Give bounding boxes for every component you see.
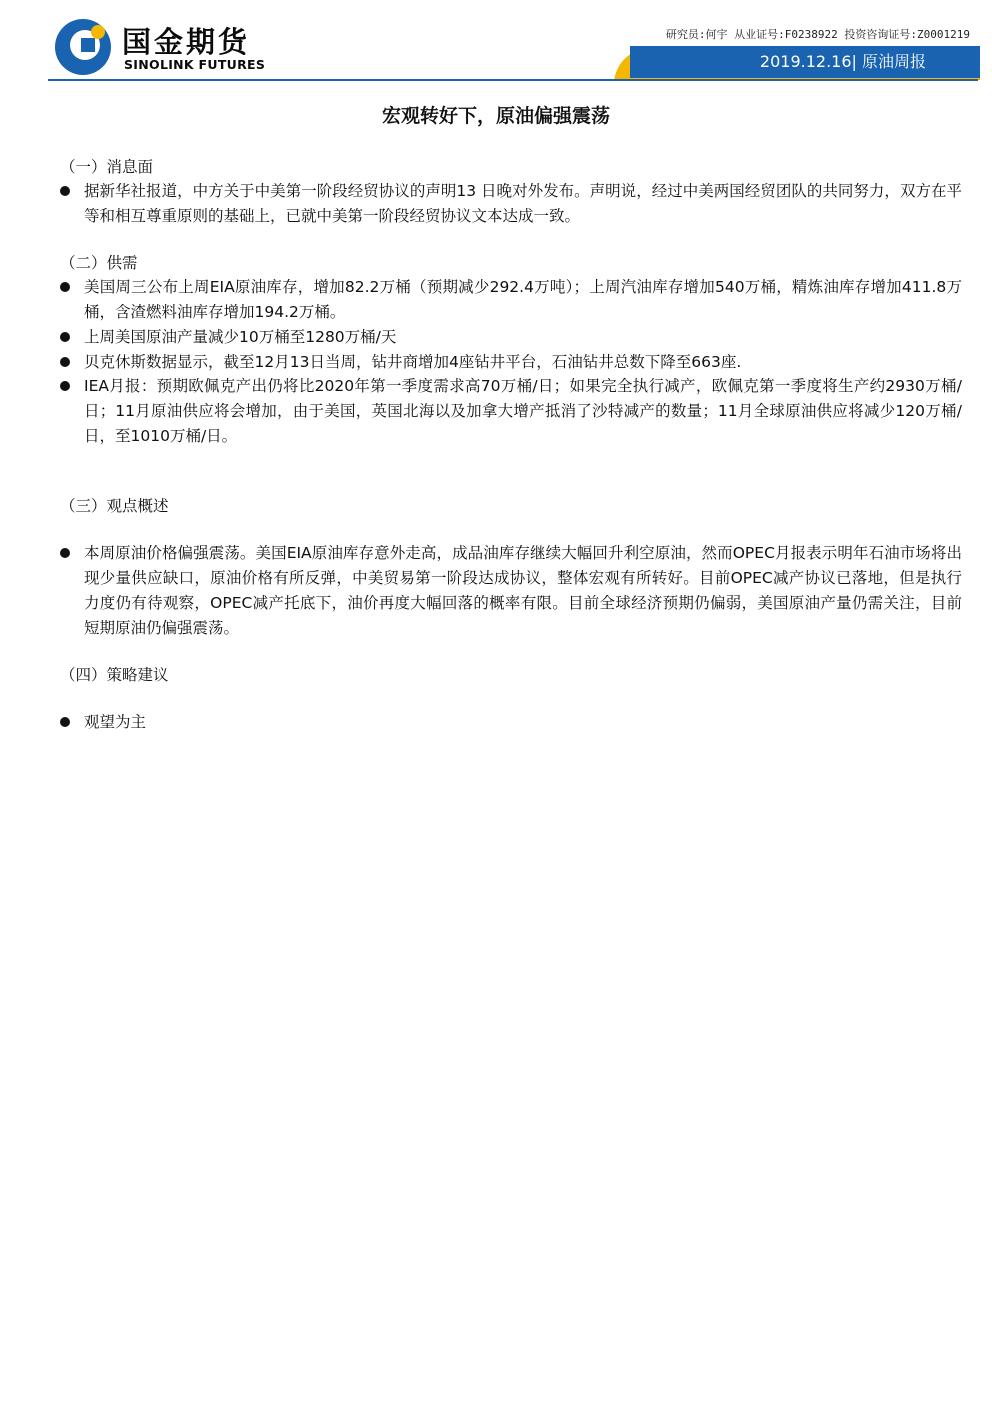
- bullet-icon: [60, 332, 70, 342]
- brand-name-en: SINOLINK FUTURES: [124, 57, 266, 72]
- section-heading-strategy: （四）策略建议: [60, 666, 169, 684]
- list-item-text: 据新华社报道，中方关于中美第一阶段经贸协议的声明13 日晚对外发布。声明说，经过中美两国经贸团队的共同努力，双方在平等和相互尊重原则的基础上，已就中美第一阶段经贸协议文本达成一致。: [84, 182, 962, 225]
- section-heading-news: （一）消息面: [60, 158, 154, 176]
- section-heading-supply-demand: （二）供需: [60, 254, 138, 272]
- bullet-icon: [60, 282, 70, 292]
- list-item-text: 本周原油价格偏强震荡。美国EIA原油库存意外走高，成品油库存继续大幅回升利空原油，然而OPEC月报表示明年石油市场将出现少量供应缺口，原油价格有所反弹，中美贸易第一阶段达成协议，整体宏观有所转好。目前OPEC减产协议已落地，但是执行力度仍有待观察，OPEC减产托底下，油价再度大幅回落的概率有限。目前全球经济预期仍偏弱，美国原油产量仍需关注，目前短期原油仍偏强震荡。: [84, 544, 962, 637]
- header-divider: [48, 79, 978, 81]
- bullet-icon: [60, 186, 70, 196]
- report-date-bar: [630, 46, 980, 78]
- list-item-text: 美国周三公布上周EIA原油库存，增加82.2万桶（预期减少292.4万吨）；上周汽油库存增加540万桶，精炼油库存增加411.8万桶，含渣燃料油库存增加194.2万桶。: [84, 278, 962, 321]
- list-item-text: 贝克休斯数据显示，截至12月13日当周，钻井商增加4座钻井平台，石油钻井总数下降至663座.: [84, 353, 742, 371]
- analyst-info: 研究员:何宇 从业证号:F0238922 投资咨询证号:Z0001219: [665, 28, 970, 41]
- section-heading-outlook: （三）观点概述: [60, 497, 169, 515]
- bullet-icon: [60, 381, 70, 391]
- brand-name-cn: 国金期货: [122, 25, 251, 59]
- bullet-icon: [60, 717, 70, 727]
- bullet-icon: [60, 357, 70, 367]
- list-item-text: IEA月报：预期欧佩克产出仍将比2020年第一季度需求高70万桶/日；如果完全执行减产，欧佩克第一季度将生产约2930万桶/日；11月原油供应将会增加，由于美国，英国北海以及加拿大增产抵消了沙特减产的数量；11月全球原油供应将减少120万桶/日，至1010万桶/日。: [84, 377, 962, 445]
- report-date-label: 2019.12.16| 原油周报: [759, 52, 926, 71]
- bullet-icon: [60, 548, 70, 558]
- list-item-text: 上周美国原油产量减少10万桶至1280万桶/天: [84, 328, 397, 346]
- list-item-text: 观望为主: [84, 713, 147, 731]
- report-title: 宏观转好下，原油偏强震荡: [381, 105, 610, 127]
- sinolink-logo-icon: [54, 18, 112, 76]
- page-header: [0, 0, 992, 82]
